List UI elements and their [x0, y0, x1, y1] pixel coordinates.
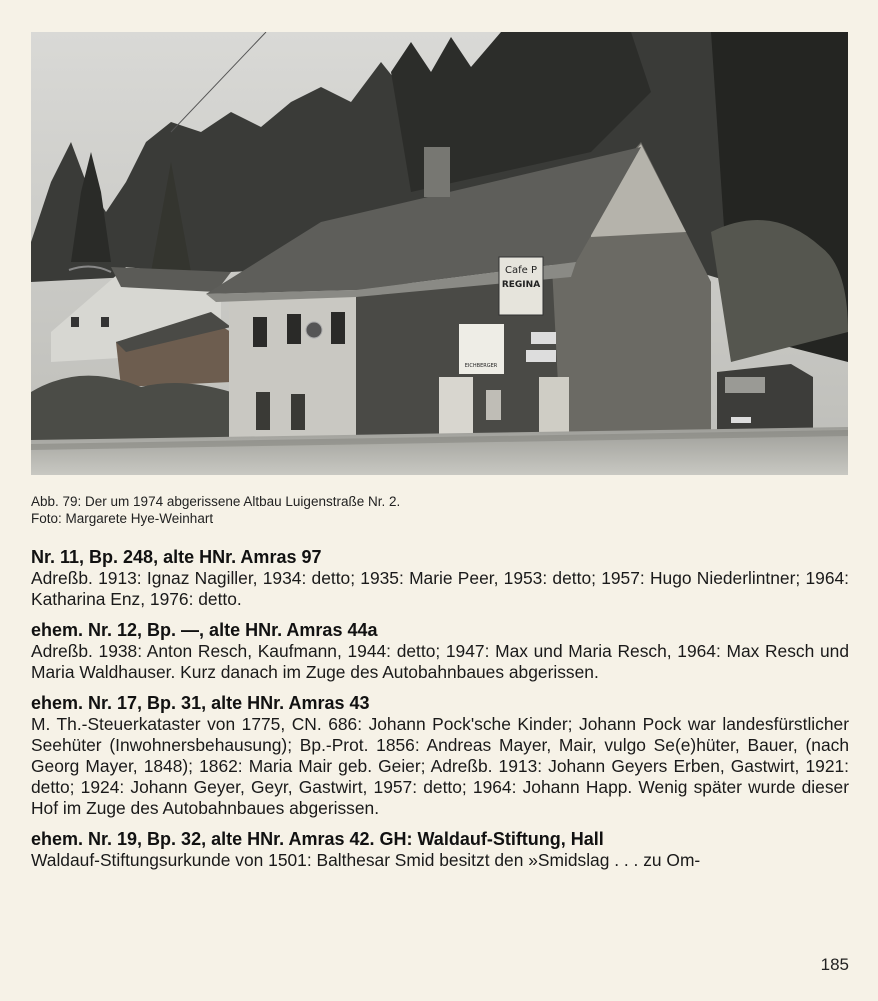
sign-regina: REGINA	[501, 280, 541, 290]
historic-photo	[31, 32, 848, 475]
entry	[31, 693, 849, 819]
figure-caption	[31, 493, 848, 527]
sign-eichberger: EICHBERGER	[464, 363, 498, 369]
caption-line-1: Abb. 79: Der um 1974 abgerissene Altbau Luigenstraße Nr. 2.	[31, 494, 401, 509]
entry-heading: ehem. Nr. 19, Bp. 32, alte HNr. Amras 42. GH: Waldauf-Stiftung, Hall	[31, 829, 604, 849]
entry	[31, 547, 849, 610]
entry-text: Adreßb. 1938: Anton Resch, Kaufmann, 1944: detto; 1947: Max und Maria Resch, 1964: Max Resch und Maria Waldhauser. Kurz danach im Zuge des Autobahnbaues abgerissen.	[31, 641, 849, 682]
entry-text: Adreßb. 1913: Ignaz Nagiller, 1934: detto; 1935: Marie Peer, 1953: detto; 1957: Hugo Niederlintner; 1964: Katharina Enz, 1976: detto.	[31, 568, 849, 609]
sign-cafe: Cafe P	[505, 265, 537, 276]
entry-heading: ehem. Nr. 12, Bp. —, alte HNr. Amras 44a	[31, 620, 378, 640]
page-number: 185	[820, 955, 849, 974]
entry-heading: Nr. 11, Bp. 248, alte HNr. Amras 97	[31, 547, 322, 567]
photo-icon	[31, 32, 848, 475]
entry-text: Waldauf-Stiftungsurkunde von 1501: Balthesar Smid besitzt den »Smidslag . . . zu Om-	[31, 850, 701, 870]
caption-line-2: Foto: Margarete Hye-Weinhart	[31, 511, 214, 526]
entry	[31, 620, 849, 683]
entry-text: M. Th.-Steuerkataster von 1775, CN. 686: Johann Pock'sche Kinder; Johann Pock war landesfürstlicher Seehüter (Inwohnersbehausung); Bp.-Prot. 1856: Andreas Mayer, Mair, vulgo Se(e)hüter, Bauer, (nach Georg Mayer, 1848); 1862: Maria Mair geb. Geier; Adreßb. 1913: Johann Geyers Erben, Gastwirt, 1921: detto; 1924: Johann Geyer, Geyr, Gastwirt, 1957: detto; 1964: Johann Happ. Wenig später wurde dieser Hof im Zuge des Autobahnbaues abgerissen.	[31, 714, 849, 818]
entry-heading: ehem. Nr. 17, Bp. 31, alte HNr. Amras 43	[31, 693, 370, 713]
entries-list	[31, 547, 849, 881]
entry	[31, 829, 849, 871]
